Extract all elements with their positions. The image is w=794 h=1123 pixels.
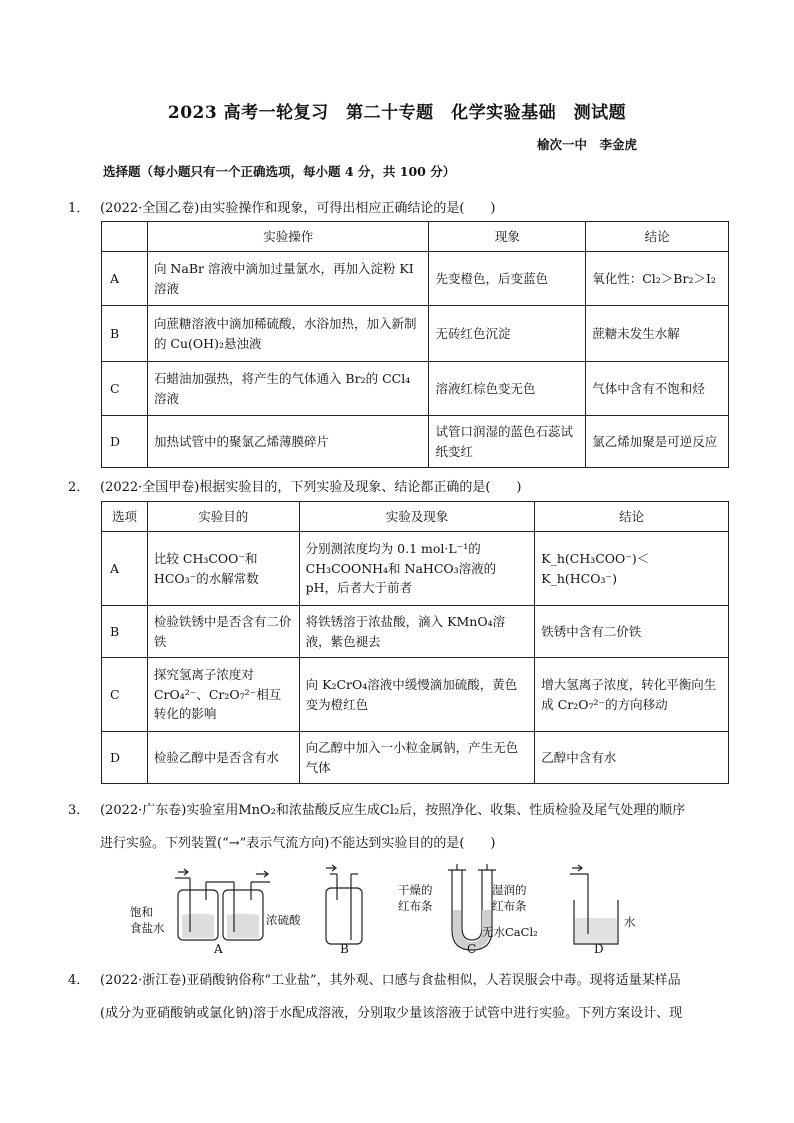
conclusion-cell: 气体中含有不饱和烃 (586, 362, 729, 416)
conclusion-cell: 氧化性：Cl₂＞Br₂＞I₂ (586, 252, 729, 306)
label-wet: 湿润的 (492, 883, 527, 897)
figure-letter-a: A (214, 942, 223, 956)
conclusion-cell: 氯乙烯加聚是可逆反应 (586, 416, 729, 468)
label-red-cloth-wet: 红布条 (492, 899, 527, 913)
label-dry: 干燥的 (398, 883, 433, 897)
apparatus-diagram (130, 860, 650, 960)
experiment-cell: 分别测浓度均为 0.1 mol·L⁻¹的 CH₃COONH₄和 NaHCO₃溶液的 pH，后者大于前者 (299, 532, 535, 606)
conclusion-cell: K_h(CH₃COO⁻)＜K_h(HCO₃⁻) (535, 532, 729, 606)
collection-bottle (326, 888, 362, 944)
option-label: A (102, 252, 148, 306)
question-1 (68, 197, 496, 216)
option-label: B (102, 306, 148, 362)
purpose-cell: 比较 CH₃COO⁻和 HCO₃⁻的水解常数 (147, 532, 299, 606)
option-label: A (102, 532, 148, 606)
page-title: 2023 高考一轮复习 第二十专题 化学实验基础 测试题 (167, 103, 627, 123)
table-row (102, 532, 729, 606)
phenomenon-cell: 溶液红棕色变无色 (429, 362, 586, 416)
table-row (102, 362, 729, 416)
conclusion-cell: 蔗糖未发生水解 (586, 306, 729, 362)
label-conc-sulfuric: 浓硫酸 (266, 913, 301, 927)
experiment-cell: 向 K₂CrO₄溶液中缓慢滴加硫酸，黄色变为橙红色 (299, 658, 535, 732)
table-row (102, 252, 729, 306)
table-row (102, 606, 729, 658)
question-stem-line2: (成分为亚硝酸钠或氯化钠)溶于水配成溶液，分别取少量该溶液于试管中进行实验。下列方案设计、现 (100, 1006, 683, 1021)
purpose-cell: 探究氢离子浓度对 CrO₄²⁻、Cr₂O₇²⁻相互转化的影响 (147, 658, 299, 732)
option-label: C (102, 658, 148, 732)
question-stem-line1: (2022·浙江卷)亚硝酸钠俗称“工业盐”，其外观、口感与食盐相似，人若误服会中毒。现将适量某样品 (100, 973, 681, 988)
question-number: 4． (68, 973, 90, 988)
table-row (102, 306, 729, 362)
label-water: 水 (624, 915, 636, 929)
operation-cell: 石蜡油加强热，将产生的气体通入 Br₂的 CCl₄溶液 (147, 362, 429, 416)
question-stem: (2022·全国甲卷)根据实验目的，下列实验及现象、结论都正确的是( ) (100, 480, 522, 495)
option-label: D (102, 416, 148, 468)
header-cell: 实验目的 (147, 502, 299, 532)
table-header-row (102, 222, 729, 252)
label-anhydrous-cacl2: 无水CaCl₂ (482, 925, 538, 939)
phenomenon-cell: 试管口润湿的蓝色石蕊试纸变红 (429, 416, 586, 468)
question-number: 3． (68, 803, 90, 818)
question-stem-line2: 进行实验。下列装置(“→”表示气流方向)不能达到实验目的的是( ) (100, 836, 496, 851)
header-cell: 选项 (102, 502, 148, 532)
header-cell: 实验操作 (147, 222, 429, 252)
figure-letter-b: B (340, 942, 349, 956)
question-number: 1． (68, 201, 90, 216)
operation-cell: 向 NaBr 溶液中滴加过量氯水，再加入淀粉 KI 溶液 (147, 252, 429, 306)
q2-table (101, 501, 729, 784)
apparatus-figure (130, 860, 650, 960)
header-cell: 结论 (535, 502, 729, 532)
header-cell: 实验及现象 (299, 502, 535, 532)
figure-letter-c: C (467, 942, 477, 956)
table-row (102, 416, 729, 468)
label-red-cloth-dry: 红布条 (398, 899, 433, 913)
phenomenon-cell: 先变橙色，后变蓝色 (429, 252, 586, 306)
question-stem-line1: (2022·广东卷)实验室用MnO₂和浓盐酸反应生成Cl₂后，按照净化、收集、性质检验及尾气处理的顺序 (100, 803, 686, 818)
header-cell: 结论 (586, 222, 729, 252)
experiment-cell: 向乙醇中加入一小粒金属钠，产生无色气体 (299, 732, 535, 784)
figure-letter-d: D (594, 942, 604, 956)
question-3 (68, 799, 685, 818)
label-brine: 食盐水 (130, 921, 165, 935)
author: 榆次一中 李金虎 (537, 137, 638, 152)
operation-cell: 向蔗糖溶液中滴加稀硫酸，水浴加热，加入新制的 Cu(OH)₂悬浊液 (147, 306, 429, 362)
table-row (102, 732, 729, 784)
phenomenon-cell: 无砖红色沉淀 (429, 306, 586, 362)
header-cell-blank (102, 222, 148, 252)
section-instruction: 选择题（每小题只有一个正确选项，每小题 4 分，共 100 分） (103, 164, 456, 179)
question-4 (68, 969, 681, 988)
conclusion-cell: 铁锈中含有二价铁 (535, 606, 729, 658)
table-header-row (102, 502, 729, 532)
question-stem: (2022·全国乙卷)由实验操作和现象，可得出相应正确结论的是( ) (100, 201, 496, 216)
conclusion-cell: 乙醇中含有水 (535, 732, 729, 784)
option-label: B (102, 606, 148, 658)
purpose-cell: 检验铁锈中是否含有二价铁 (147, 606, 299, 658)
table-row (102, 658, 729, 732)
question-2 (68, 476, 522, 495)
question-number: 2． (68, 480, 90, 495)
purpose-cell: 检验乙醇中是否含有水 (147, 732, 299, 784)
label-saturated: 饱和 (130, 905, 153, 919)
option-label: D (102, 732, 148, 784)
header-cell: 现象 (429, 222, 586, 252)
option-label: C (102, 362, 148, 416)
conclusion-cell: 增大氢离子浓度，转化平衡向生成 Cr₂O₇²⁻的方向移动 (535, 658, 729, 732)
experiment-cell: 将铁锈溶于浓盐酸，滴入 KMnO₄溶液，紫色褪去 (299, 606, 535, 658)
operation-cell: 加热试管中的聚氯乙烯薄膜碎片 (147, 416, 429, 468)
q1-table (101, 221, 729, 468)
